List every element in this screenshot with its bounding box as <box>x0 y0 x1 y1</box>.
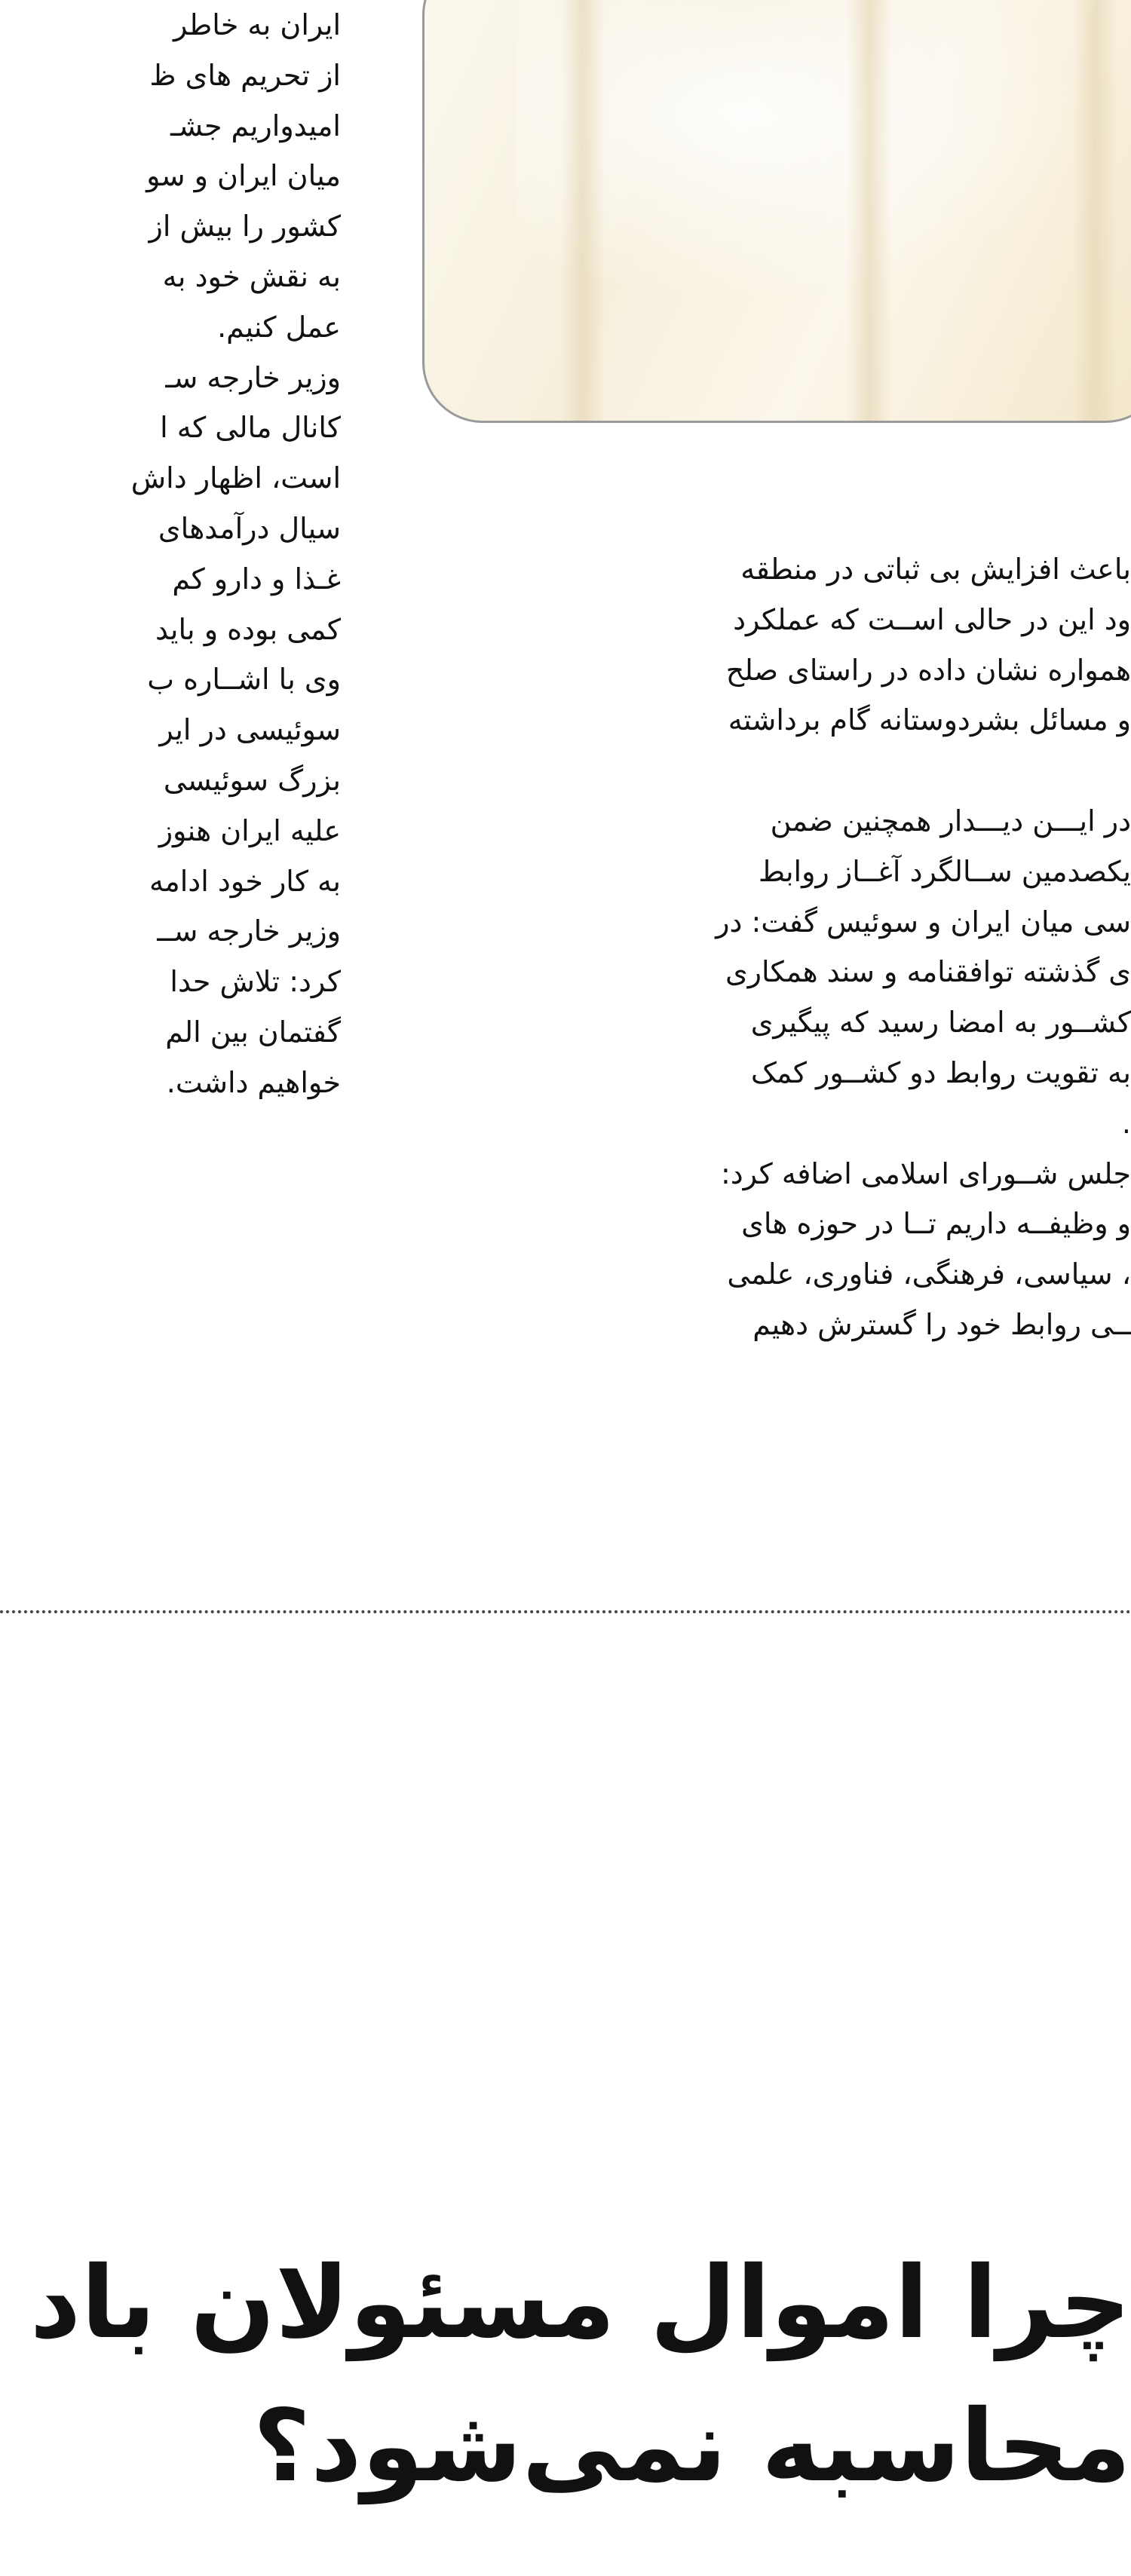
text-line: به تقویت روابط دو کشــور کمک <box>750 1055 1131 1089</box>
headline-line-2: محاسبه نمی‌شود؟ <box>253 2388 1131 2504</box>
text-line: ، سیاسی، فرهنگی، فناوری، علمی <box>727 1257 1131 1291</box>
text-line: سی میان ایران و سوئیس گفت: در <box>716 905 1131 939</box>
text-line: وزیر خارجه سـ <box>165 360 341 394</box>
headline <box>0 2231 1131 2518</box>
text-line: وی با اشــاره ب <box>147 663 341 697</box>
text-line: عمل کنیم. <box>217 310 341 344</box>
text-line: باعث افزایش بی ثباتی در منطقه <box>740 553 1131 586</box>
text-line: علیه ایران هنوز <box>158 813 341 847</box>
text-line <box>422 746 1131 796</box>
text-line: بزرگ سوئیسی <box>163 763 341 797</box>
text-line: یکصدمین ســالگرد آغــاز روابط <box>758 854 1131 888</box>
text-line: از تحریم های ظ <box>149 58 341 92</box>
article-column-right <box>0 0 341 1108</box>
text-line: به کار خود ادامه <box>149 864 341 898</box>
text-line: کمی بوده و باید <box>155 612 341 646</box>
text-line: سیال درآمدهای <box>158 511 341 545</box>
text-line: در ایـــن دیـــدار همچنین ضمن <box>770 804 1131 838</box>
text-line: وزیر خارجه ســ <box>157 914 341 948</box>
text-line: کشور را بیش از <box>149 210 341 244</box>
text-line: کانال مالی که ا <box>160 411 341 445</box>
text-line: به نقش خود به <box>162 259 341 293</box>
text-line: کرد: تلاش حدا <box>170 965 341 999</box>
text-line: . <box>1121 1106 1131 1140</box>
article-photo <box>422 0 1131 423</box>
headline-line-1: چرا اموال مسئولان باد <box>29 2245 1131 2361</box>
article-column-left <box>422 544 1131 1350</box>
text-line: و وظیفــه داریم تــا در حوزه های <box>741 1207 1131 1241</box>
text-line: سوئیسی در ایر <box>159 713 341 747</box>
text-line: امیدواریم جشـ <box>170 109 341 142</box>
text-line: ــی روابط خود را گسترش دهیم <box>752 1307 1131 1341</box>
text-line: جلس شــورای اسلامی اضافه کرد: <box>720 1156 1131 1190</box>
text-line: گفتمان بین الم <box>165 1015 341 1049</box>
text-line: خواهیم داشت. <box>166 1065 341 1099</box>
text-line: کشــور به امضا رسید که پیگیری <box>750 1006 1131 1040</box>
text-line: میان ایران و سو <box>146 159 341 193</box>
text-line: و مسائل بشردوستانه گام برداشته <box>728 703 1131 737</box>
text-line: ود این در حالی اســت که عملکرد <box>733 602 1131 636</box>
text-line: غـذا و دارو کم <box>172 562 341 596</box>
text-line: همواره نشان داده در راستای صلح <box>725 653 1131 687</box>
text-line: است، اظهار داش <box>130 461 341 495</box>
text-line: ایران به خاطر <box>173 8 341 41</box>
text-line: ی گذشته توافقنامه و سند همکاری <box>725 955 1131 989</box>
section-divider <box>0 1610 1131 1613</box>
